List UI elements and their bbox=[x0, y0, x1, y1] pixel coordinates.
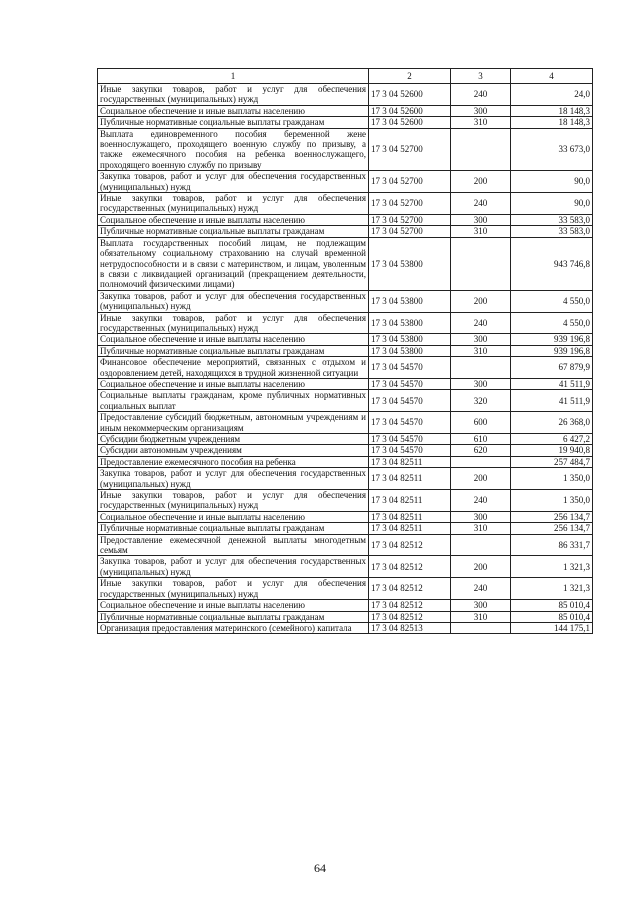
table-row bbox=[98, 290, 593, 312]
row-type-cell: 240 bbox=[451, 312, 511, 334]
row-amount-cell: 90,0 bbox=[511, 193, 593, 215]
row-amount-cell: 256 134,7 bbox=[511, 523, 593, 534]
row-code-cell: 17 3 04 54570 bbox=[369, 378, 451, 389]
row-amount-cell: 19 940,8 bbox=[511, 445, 593, 456]
row-code-cell: 17 3 04 52600 bbox=[369, 117, 451, 128]
row-type-cell: 300 bbox=[451, 105, 511, 116]
table-row bbox=[98, 357, 593, 379]
row-name-cell: Предоставление ежемесячного пособия на ребенка bbox=[98, 456, 369, 467]
row-name-cell: Закупка товаров, работ и услуг для обеспечения государственных (муниципальных) нужд bbox=[98, 556, 369, 578]
row-amount-cell: 939 196,8 bbox=[511, 334, 593, 345]
row-name-cell: Организация предоставления материнского (семейного) капитала bbox=[98, 622, 369, 633]
row-code-cell: 17 3 04 82511 bbox=[369, 511, 451, 522]
table-row bbox=[98, 84, 593, 106]
row-code-cell: 17 3 04 54570 bbox=[369, 434, 451, 445]
row-code-cell: 17 3 04 53800 bbox=[369, 312, 451, 334]
row-code-cell: 17 3 04 53800 bbox=[369, 345, 451, 356]
table-row bbox=[98, 468, 593, 490]
table-row bbox=[98, 523, 593, 534]
row-name-cell: Иные закупки товаров, работ и услуг для обеспечения государственных (муниципальных) нужд bbox=[98, 490, 369, 512]
row-type-cell: 310 bbox=[451, 345, 511, 356]
column-header-1: 1 bbox=[98, 69, 369, 84]
row-amount-cell: 943 746,8 bbox=[511, 237, 593, 290]
row-type-cell: 600 bbox=[451, 412, 511, 434]
row-type-cell bbox=[451, 237, 511, 290]
table-row bbox=[98, 237, 593, 290]
row-code-cell: 17 3 04 53800 bbox=[369, 334, 451, 345]
table-row bbox=[98, 128, 593, 171]
table-row bbox=[98, 345, 593, 356]
table-row bbox=[98, 434, 593, 445]
page-number: 64 bbox=[314, 861, 326, 875]
row-code-cell: 17 3 04 82511 bbox=[369, 523, 451, 534]
row-name-cell: Иные закупки товаров, работ и услуг для обеспечения государственных (муниципальных) нужд bbox=[98, 193, 369, 215]
row-code-cell: 17 3 04 52700 bbox=[369, 128, 451, 171]
table-row bbox=[98, 412, 593, 434]
row-type-cell: 240 bbox=[451, 193, 511, 215]
row-code-cell: 17 3 04 82512 bbox=[369, 600, 451, 611]
row-type-cell: 240 bbox=[451, 84, 511, 106]
row-amount-cell: 67 879,9 bbox=[511, 357, 593, 379]
row-code-cell: 17 3 04 52600 bbox=[369, 105, 451, 116]
row-type-cell: 310 bbox=[451, 117, 511, 128]
row-amount-cell: 26 368,0 bbox=[511, 412, 593, 434]
row-code-cell: 17 3 04 82511 bbox=[369, 490, 451, 512]
row-type-cell: 300 bbox=[451, 334, 511, 345]
row-type-cell bbox=[451, 456, 511, 467]
row-amount-cell: 257 484,7 bbox=[511, 456, 593, 467]
row-amount-cell: 18 148,3 bbox=[511, 117, 593, 128]
row-amount-cell: 41 511,9 bbox=[511, 378, 593, 389]
table-row bbox=[98, 226, 593, 237]
row-name-cell: Субсидии автономным учреждениям bbox=[98, 445, 369, 456]
row-type-cell: 200 bbox=[451, 171, 511, 193]
row-name-cell: Социальное обеспечение и иные выплаты населению bbox=[98, 214, 369, 225]
column-header-3: 3 bbox=[451, 69, 511, 84]
table-row bbox=[98, 117, 593, 128]
row-name-cell: Выплата государственных пособий лицам, не подлежащим обязательному социальному страхованию на случай временной нетрудоспособности и в связи с материнством, и лицам, уволенным в связи с ликвидацией организаций (прекращением деятельности, полномочий физическими лицами) bbox=[98, 237, 369, 290]
row-amount-cell: 33 673,0 bbox=[511, 128, 593, 171]
row-type-cell bbox=[451, 128, 511, 171]
row-name-cell: Публичные нормативные социальные выплаты гражданам bbox=[98, 117, 369, 128]
table-row bbox=[98, 214, 593, 225]
row-code-cell: 17 3 04 82512 bbox=[369, 534, 451, 556]
row-name-cell: Субсидии бюджетным учреждениям bbox=[98, 434, 369, 445]
row-name-cell: Социальные выплаты гражданам, кроме публичных нормативных социальных выплат bbox=[98, 390, 369, 412]
row-name-cell: Публичные нормативные социальные выплаты гражданам bbox=[98, 611, 369, 622]
row-amount-cell: 144 175,1 bbox=[511, 622, 593, 633]
row-code-cell: 17 3 04 82513 bbox=[369, 622, 451, 633]
row-amount-cell: 86 331,7 bbox=[511, 534, 593, 556]
row-name-cell: Социальное обеспечение и иные выплаты населению bbox=[98, 105, 369, 116]
row-type-cell: 300 bbox=[451, 600, 511, 611]
row-type-cell: 240 bbox=[451, 578, 511, 600]
table-row bbox=[98, 622, 593, 633]
row-amount-cell: 256 134,7 bbox=[511, 511, 593, 522]
row-amount-cell: 4 550,0 bbox=[511, 290, 593, 312]
row-name-cell: Публичные нормативные социальные выплаты гражданам bbox=[98, 523, 369, 534]
row-code-cell: 17 3 04 82512 bbox=[369, 556, 451, 578]
row-amount-cell: 85 010,4 bbox=[511, 611, 593, 622]
table-row bbox=[98, 578, 593, 600]
row-amount-cell: 1 350,0 bbox=[511, 468, 593, 490]
row-code-cell: 17 3 04 82511 bbox=[369, 456, 451, 467]
row-name-cell: Иные закупки товаров, работ и услуг для обеспечения государственных (муниципальных) нужд bbox=[98, 84, 369, 106]
row-name-cell: Публичные нормативные социальные выплаты гражданам bbox=[98, 345, 369, 356]
row-code-cell: 17 3 04 52700 bbox=[369, 214, 451, 225]
table-row bbox=[98, 456, 593, 467]
row-type-cell bbox=[451, 534, 511, 556]
row-code-cell: 17 3 04 52700 bbox=[369, 193, 451, 215]
row-name-cell: Предоставление ежемесячной денежной выплаты многодетным семьям bbox=[98, 534, 369, 556]
table-row bbox=[98, 600, 593, 611]
row-type-cell: 200 bbox=[451, 556, 511, 578]
row-code-cell: 17 3 04 82512 bbox=[369, 578, 451, 600]
row-code-cell: 17 3 04 54570 bbox=[369, 412, 451, 434]
row-name-cell: Публичные нормативные социальные выплаты гражданам bbox=[98, 226, 369, 237]
table-row bbox=[98, 490, 593, 512]
table-row bbox=[98, 171, 593, 193]
row-amount-cell: 85 010,4 bbox=[511, 600, 593, 611]
column-header-2: 2 bbox=[369, 69, 451, 84]
row-type-cell: 200 bbox=[451, 290, 511, 312]
row-amount-cell: 41 511,9 bbox=[511, 390, 593, 412]
row-type-cell: 300 bbox=[451, 214, 511, 225]
row-name-cell: Закупка товаров, работ и услуг для обеспечения государственных (муниципальных) нужд bbox=[98, 468, 369, 490]
row-name-cell: Закупка товаров, работ и услуг для обеспечения государственных (муниципальных) нужд bbox=[98, 171, 369, 193]
table-row bbox=[98, 105, 593, 116]
row-name-cell: Предоставление субсидий бюджетным, автономным учреждениям и иным некоммерческим организациям bbox=[98, 412, 369, 434]
row-amount-cell: 1 321,3 bbox=[511, 556, 593, 578]
row-type-cell: 310 bbox=[451, 523, 511, 534]
row-name-cell: Закупка товаров, работ и услуг для обеспечения государственных (муниципальных) нужд bbox=[98, 290, 369, 312]
row-code-cell: 17 3 04 54570 bbox=[369, 390, 451, 412]
table-row bbox=[98, 556, 593, 578]
table-body bbox=[98, 69, 593, 634]
row-type-cell: 610 bbox=[451, 434, 511, 445]
row-name-cell: Иные закупки товаров, работ и услуг для обеспечения государственных (муниципальных) нужд bbox=[98, 312, 369, 334]
row-type-cell: 320 bbox=[451, 390, 511, 412]
table-row bbox=[98, 445, 593, 456]
table-header-row bbox=[98, 69, 593, 84]
row-name-cell: Социальное обеспечение и иные выплаты населению bbox=[98, 378, 369, 389]
row-amount-cell: 90,0 bbox=[511, 171, 593, 193]
row-amount-cell: 4 550,0 bbox=[511, 312, 593, 334]
table-row bbox=[98, 390, 593, 412]
row-type-cell: 310 bbox=[451, 611, 511, 622]
table-row bbox=[98, 511, 593, 522]
table-row bbox=[98, 312, 593, 334]
row-name-cell: Финансовое обеспечение мероприятий, связанных с отдыхом и оздоровлением детей, находящихся в трудной жизненной ситуации bbox=[98, 357, 369, 379]
row-amount-cell: 1 350,0 bbox=[511, 490, 593, 512]
row-amount-cell: 33 583,0 bbox=[511, 214, 593, 225]
row-type-cell bbox=[451, 357, 511, 379]
table-row bbox=[98, 378, 593, 389]
row-amount-cell: 1 321,3 bbox=[511, 578, 593, 600]
row-type-cell: 310 bbox=[451, 226, 511, 237]
row-code-cell: 17 3 04 52700 bbox=[369, 226, 451, 237]
row-amount-cell: 33 583,0 bbox=[511, 226, 593, 237]
row-code-cell: 17 3 04 82511 bbox=[369, 468, 451, 490]
column-header-4: 4 bbox=[511, 69, 593, 84]
row-type-cell: 240 bbox=[451, 490, 511, 512]
table-row bbox=[98, 334, 593, 345]
row-type-cell bbox=[451, 622, 511, 633]
row-type-cell: 620 bbox=[451, 445, 511, 456]
row-amount-cell: 6 427,2 bbox=[511, 434, 593, 445]
row-amount-cell: 939 196,8 bbox=[511, 345, 593, 356]
table-row bbox=[98, 611, 593, 622]
row-name-cell: Социальное обеспечение и иные выплаты населению bbox=[98, 600, 369, 611]
row-type-cell: 300 bbox=[451, 378, 511, 389]
row-name-cell: Социальное обеспечение и иные выплаты населению bbox=[98, 334, 369, 345]
row-code-cell: 17 3 04 82512 bbox=[369, 611, 451, 622]
row-name-cell: Иные закупки товаров, работ и услуг для обеспечения государственных (муниципальных) нужд bbox=[98, 578, 369, 600]
row-code-cell: 17 3 04 52600 bbox=[369, 84, 451, 106]
row-code-cell: 17 3 04 52700 bbox=[369, 171, 451, 193]
row-amount-cell: 18 148,3 bbox=[511, 105, 593, 116]
row-code-cell: 17 3 04 53800 bbox=[369, 237, 451, 290]
row-code-cell: 17 3 04 54570 bbox=[369, 445, 451, 456]
row-amount-cell: 24,0 bbox=[511, 84, 593, 106]
budget-table bbox=[97, 68, 593, 634]
row-name-cell: Выплата единовременного пособия беременной жене военнослужащего, проходящего военную службу по призыву, а также ежемесячного пособия на ребенка военнослужащего, проходящего военную службу по призыву bbox=[98, 128, 369, 171]
row-name-cell: Социальное обеспечение и иные выплаты населению bbox=[98, 511, 369, 522]
table-row bbox=[98, 534, 593, 556]
table-row bbox=[98, 193, 593, 215]
row-type-cell: 300 bbox=[451, 511, 511, 522]
row-type-cell: 200 bbox=[451, 468, 511, 490]
row-code-cell: 17 3 04 53800 bbox=[369, 290, 451, 312]
row-code-cell: 17 3 04 54570 bbox=[369, 357, 451, 379]
